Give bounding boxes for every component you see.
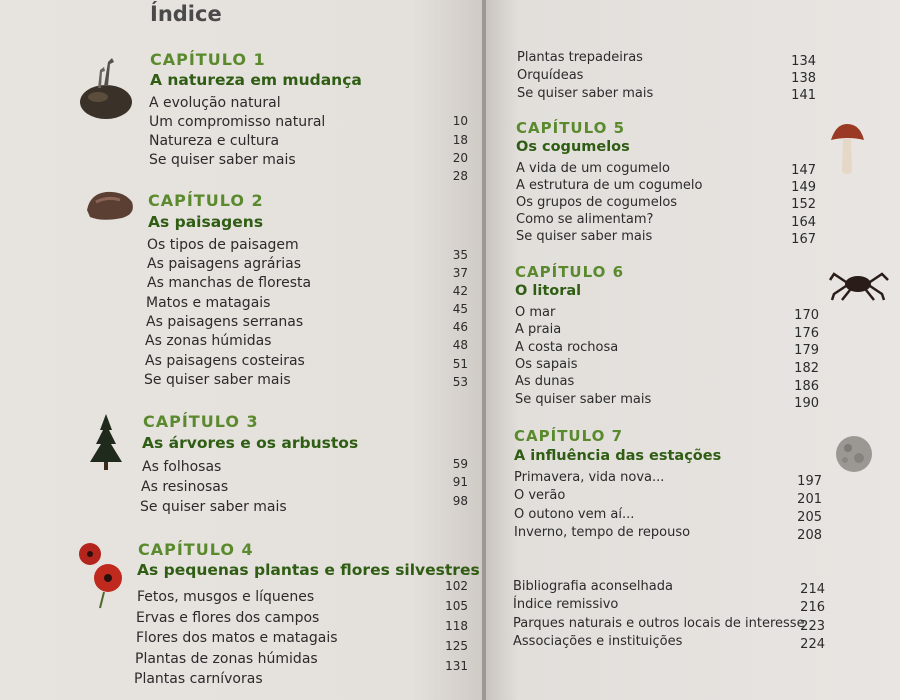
page-number: 134 [791, 54, 816, 69]
chapter-1-heading: CAPÍTULO 1 [150, 50, 266, 69]
page-number: 190 [794, 396, 819, 411]
page-number: 179 [794, 343, 819, 358]
toc-entry: Os sapais [515, 357, 578, 372]
toc-entry: Os grupos de cogumelos [516, 195, 678, 210]
page-number: 125 [445, 639, 468, 653]
chapter-4-heading: CAPÍTULO 4 [138, 540, 254, 559]
toc-entry: Natureza e cultura [149, 133, 280, 149]
mushroom-icon [828, 122, 866, 178]
toc-entry: O outono vem aí... [514, 507, 635, 522]
toc-entry: As zonas húmidas [145, 333, 272, 349]
crab-icon [828, 266, 890, 304]
page-number: 118 [445, 619, 468, 633]
index-title: Índice [150, 2, 222, 26]
toc-entry: As dunas [515, 374, 575, 389]
toc-entry: As resinosas [141, 479, 229, 495]
page-number: 35 [452, 248, 468, 262]
toc-entry: Se quiser saber mais [149, 152, 296, 168]
page-number: 91 [452, 475, 468, 489]
toc-entry: Fetos, musgos e líquenes [137, 589, 315, 605]
page-number: 216 [800, 600, 825, 615]
toc-entry: Parques naturais e outros locais de interesse [513, 616, 805, 631]
toc-entry: O verão [514, 488, 566, 503]
page-number: 214 [800, 582, 825, 597]
toc-entry: As paisagens serranas [146, 314, 304, 330]
chapter-4-title: As pequenas plantas e flores silvestres [137, 561, 480, 579]
page-number: 45 [452, 302, 468, 316]
chapter-5-title: Os cogumelos [516, 139, 630, 155]
toc-entry: Inverno, tempo de repouso [514, 525, 691, 540]
toc-entry: A evolução natural [149, 95, 281, 111]
page-number: 42 [452, 284, 468, 298]
toc-entry: Orquídeas [517, 68, 584, 83]
page-number: 223 [800, 619, 825, 634]
toc-entry: Se quiser saber mais [516, 229, 653, 244]
poppy-flowers-icon [74, 540, 126, 610]
page-number: 10 [452, 114, 468, 128]
toc-entry: Primavera, vida nova... [514, 470, 665, 485]
page-number: 164 [791, 215, 816, 230]
chapter-6-title: O litoral [515, 283, 582, 299]
toc-entry: Se quiser saber mais [144, 372, 291, 388]
page-number: 182 [794, 361, 819, 376]
page-number: 48 [452, 338, 468, 352]
toc-entry: Como se alimentam? [516, 212, 654, 227]
page-number: 105 [445, 599, 468, 613]
chapter-7-heading: CAPÍTULO 7 [514, 427, 624, 445]
chapter-6-heading: CAPÍTULO 6 [515, 263, 625, 281]
chapter-3-title: As árvores e os arbustos [142, 434, 359, 452]
chapter-3-heading: CAPÍTULO 3 [143, 412, 259, 431]
toc-entry: A vida de um cogumelo [516, 161, 670, 176]
page-number: 149 [791, 180, 816, 195]
chapter-2-title: As paisagens [148, 213, 264, 231]
rock-icon [84, 188, 136, 222]
toc-entry: Flores dos matos e matagais [136, 630, 338, 646]
toc-entry: Os tipos de paisagem [147, 237, 299, 253]
chapter-5-heading: CAPÍTULO 5 [516, 119, 626, 137]
page-number: 167 [791, 232, 816, 247]
toc-entry: A estrutura de um cogumelo [516, 178, 703, 193]
page-number: 46 [452, 320, 468, 334]
page-number: 197 [797, 474, 822, 489]
page-number: 28 [452, 169, 468, 183]
toc-entry: Se quiser saber mais [140, 499, 287, 515]
chapter-2-heading: CAPÍTULO 2 [148, 191, 264, 210]
page-number: 53 [452, 375, 468, 389]
toc-entry: Se quiser saber mais [517, 86, 654, 101]
toc-entry: Matos e matagais [146, 295, 271, 311]
page-number: 201 [797, 492, 822, 507]
moon-icon [834, 434, 874, 474]
page-number: 59 [452, 457, 468, 471]
storks-nest-icon [78, 50, 136, 125]
toc-entry: As paisagens costeiras [145, 353, 305, 369]
toc-entry: A praia [515, 322, 562, 337]
toc-entry: As folhosas [142, 459, 222, 475]
toc-entry: Ervas e flores dos campos [136, 610, 320, 626]
toc-entry: Se quiser saber mais [515, 392, 652, 407]
page-number: 131 [445, 659, 468, 673]
page-number: 208 [797, 528, 822, 543]
page-number: 176 [794, 326, 819, 341]
toc-entry: Plantas trepadeiras [517, 50, 643, 65]
toc-entry: A costa rochosa [515, 340, 619, 355]
toc-entry: O mar [515, 305, 556, 320]
conifer-tree-icon [86, 412, 126, 474]
toc-entry: Índice remissivo [513, 597, 619, 612]
toc-entry: Um compromisso natural [149, 114, 326, 130]
page-number: 138 [791, 71, 816, 86]
toc-entry: As manchas de floresta [147, 275, 312, 291]
page-number: 37 [452, 266, 468, 280]
page-number: 141 [791, 88, 816, 103]
chapter-1-title: A natureza em mudança [150, 71, 362, 89]
page-number: 205 [797, 510, 822, 525]
toc-entry: As paisagens agrárias [147, 256, 301, 272]
chapter-7-title: A influência das estações [514, 448, 722, 464]
page-number: 170 [794, 308, 819, 323]
toc-entry: Plantas carnívoras [134, 671, 263, 687]
page-number: 147 [791, 163, 816, 178]
page-number: 186 [794, 379, 819, 394]
toc-entry: Associações e instituições [513, 634, 683, 649]
page-number: 224 [800, 637, 825, 652]
page-number: 98 [452, 494, 468, 508]
page-number: 152 [791, 197, 816, 212]
toc-entry: Bibliografia aconselhada [513, 579, 673, 594]
page-number: 51 [452, 357, 468, 371]
page-number: 20 [452, 151, 468, 165]
page-number: 102 [445, 579, 468, 593]
page-number: 18 [452, 133, 468, 147]
toc-entry: Plantas de zonas húmidas [135, 651, 318, 667]
